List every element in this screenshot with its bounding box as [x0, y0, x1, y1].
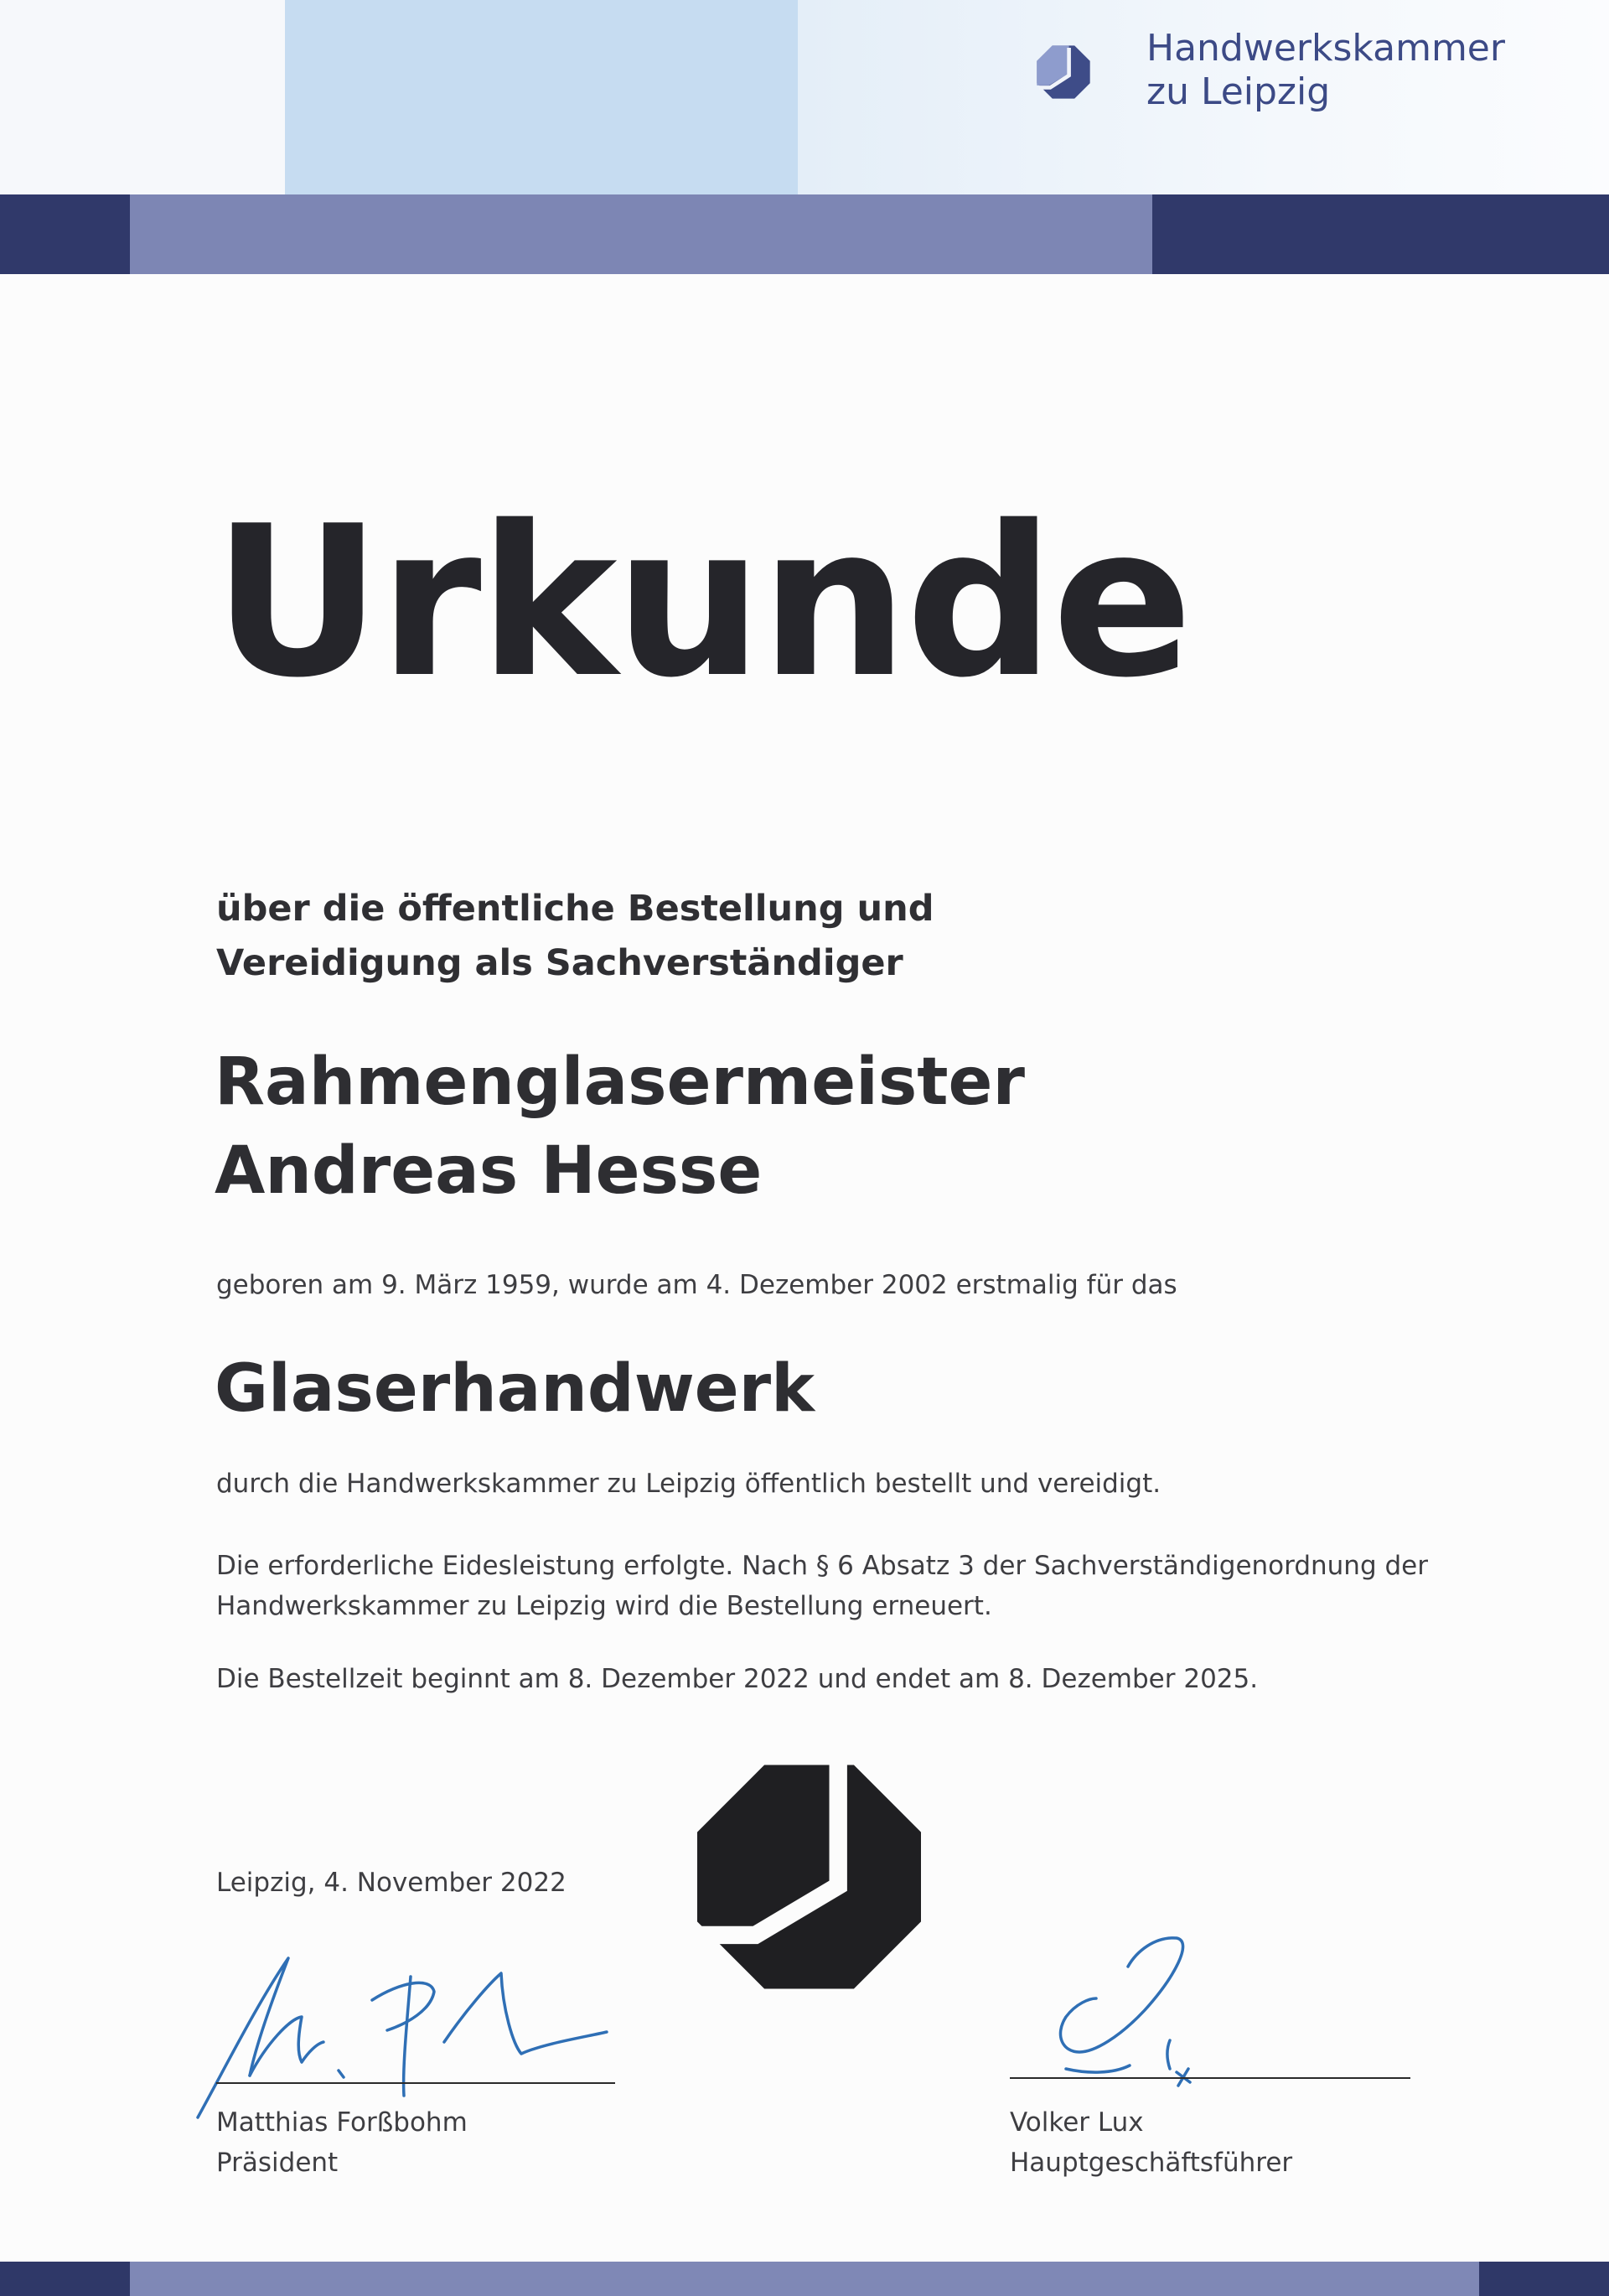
period-text: Die Bestellzeit beginnt am 8. Dezember 2022 und endet am 8. Dezember 2025. [216, 1664, 1259, 1694]
footer-bar-right [1479, 2262, 1609, 2296]
organization-name-line1: Handwerkskammer [1146, 27, 1505, 70]
signature-line-right [1010, 2077, 1410, 2079]
subtitle-line1: über die öffentliche Bestellung und [216, 888, 934, 930]
signer-managing-director-name: Volker Lux [1010, 2107, 1144, 2138]
oath-line1: Die erforderliche Eidesleistung erfolgte. Nach § 6 Absatz 3 der Sachverständigenordnung der [216, 1551, 1428, 1581]
signature-line-left [216, 2082, 615, 2084]
footer-bar-left [0, 2262, 130, 2296]
signature-president [191, 1943, 627, 2128]
recipient-title: Rahmenglasermeister [215, 1044, 1025, 1120]
recipient-name: Andreas Hesse [215, 1133, 763, 1209]
signer-managing-director [1010, 2102, 1292, 2183]
header-bar-middle [130, 194, 1152, 274]
oath-line2: Handwerkskammer zu Leipzig wird die Bestellung erneuert. [216, 1591, 992, 1621]
birth-text: geboren am 9. März 1959, wurde am 4. Dezember 2002 erstmalig für das [216, 1270, 1177, 1300]
signer-managing-director-role: Hauptgeschäftsführer [1010, 2148, 1293, 2178]
octagon-seal-icon [697, 1765, 921, 1989]
signer-president [216, 2102, 468, 2183]
place-date: Leipzig, 4. November 2022 [216, 1868, 567, 1898]
document-title: Urkunde [213, 482, 1191, 723]
trade-heading: Glaserhandwerk [215, 1351, 815, 1427]
appointed-text: durch die Handwerkskammer zu Leipzig öffentlich bestellt und vereidigt. [216, 1469, 1161, 1499]
header-bar-left [0, 194, 130, 274]
recipient-block [215, 1038, 1025, 1215]
signature-managing-director [1029, 1926, 1230, 2094]
signer-president-name: Matthias Forßbohm [216, 2107, 468, 2138]
signer-president-role: Präsident [216, 2148, 339, 2178]
organization-name-line2: zu Leipzig [1146, 70, 1331, 113]
document-subtitle [216, 882, 934, 991]
subtitle-line2: Vereidigung als Sachverständiger [216, 942, 903, 984]
footer-bar-middle [130, 2262, 1479, 2296]
organization-name [1146, 27, 1505, 114]
header-band-left [0, 0, 285, 194]
header-bar-right [1152, 194, 1609, 274]
octagon-logo-icon [1036, 32, 1091, 112]
oath-paragraph [216, 1546, 1428, 1626]
header-band-accent [285, 0, 798, 194]
